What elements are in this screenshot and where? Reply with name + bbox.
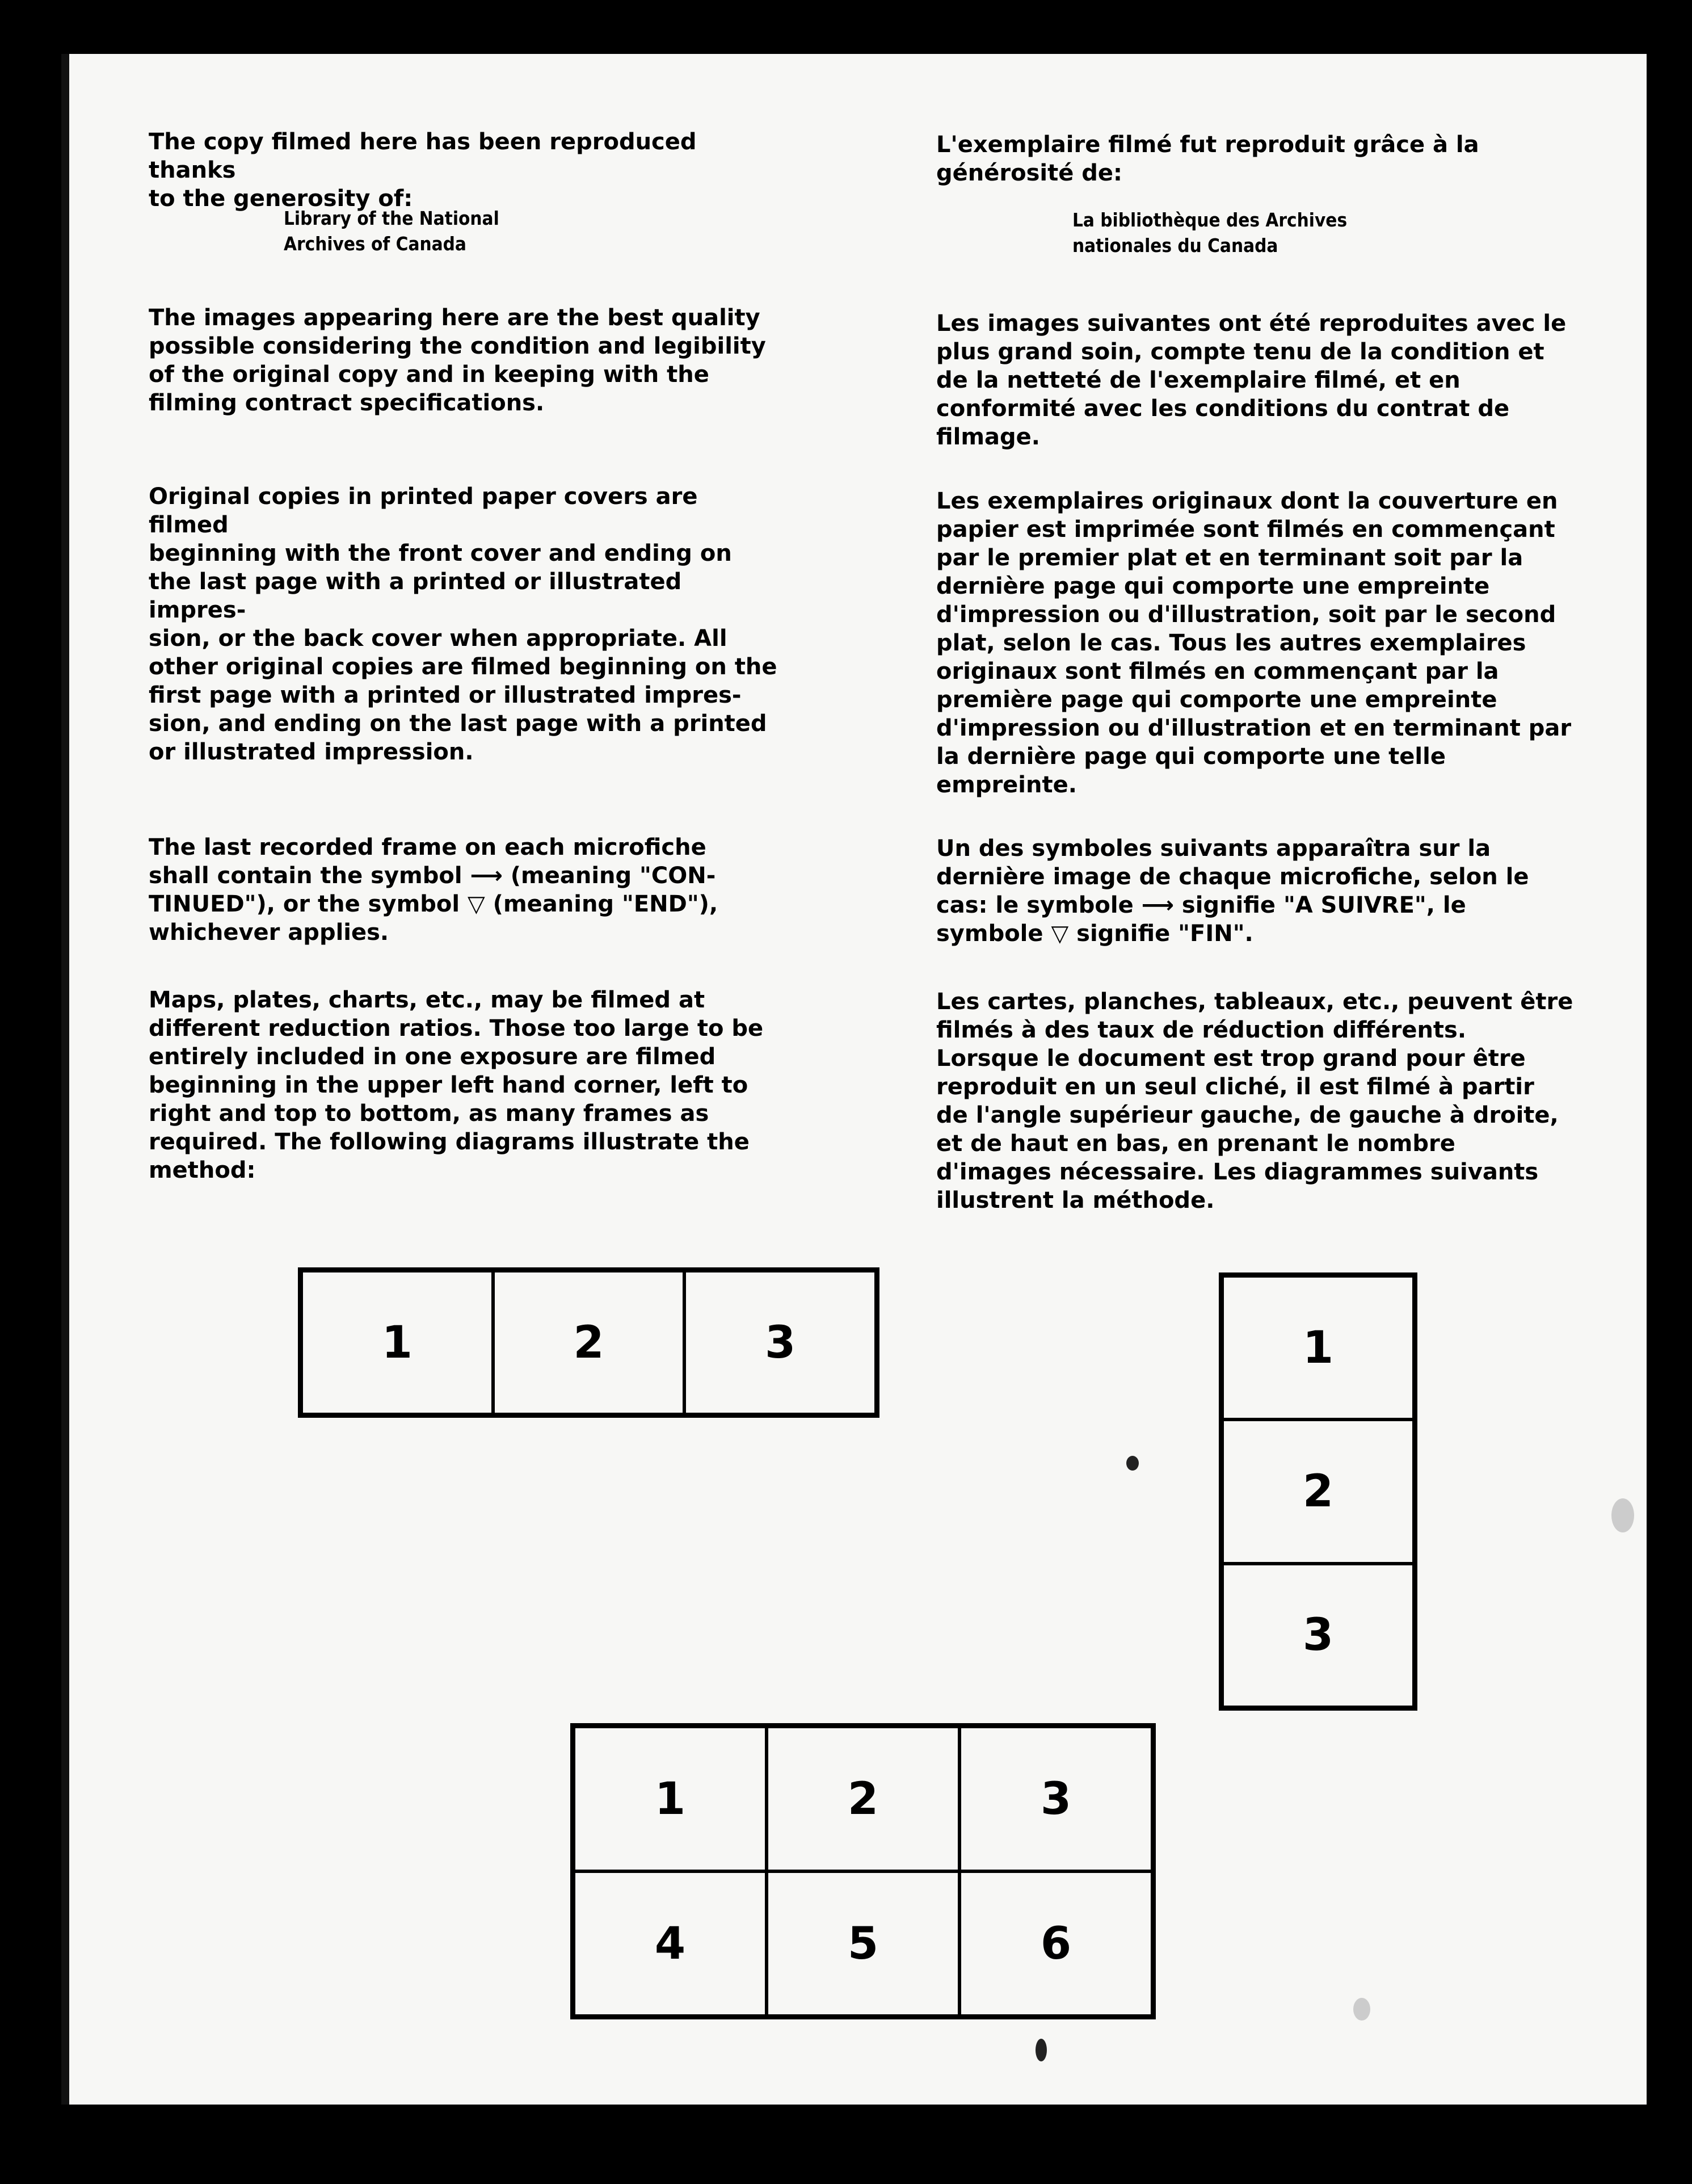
english-institution: Library of the National Archives of Canada (284, 207, 499, 255)
frame-cell: 3 (1222, 1564, 1414, 1707)
scan-border-bottom (0, 2105, 1692, 2184)
french-institution-block (1072, 207, 1413, 258)
french-quality: Les images suivantes ont été reproduites avec le plus grand soin, compte tenu de la condition et de la netteté de l'exemplaire filmé, et en conformité avec les conditions du contrat de filmage. (936, 310, 1567, 450)
grid-frame-diagram (570, 1723, 1156, 2019)
english-intro: The copy filmed here has been reproduced thanks to the generosity of: (149, 129, 697, 212)
scan-speck (1126, 1456, 1139, 1471)
french-quality-block (936, 309, 1577, 451)
english-last-frame: The last recorded frame on each microfiche shall contain the symbol ⟶ (meaning "CON- TINUED"), or the symbol ▽ (meaning "END"), whichever applies. (149, 834, 718, 946)
french-original-copies-block (936, 487, 1577, 799)
frame-cell: 2 (1222, 1419, 1414, 1563)
english-column (149, 128, 784, 213)
frame-cell: 2 (767, 1727, 959, 1871)
french-last-frame: Un des symboles suivants apparaîtra sur la dernière image de chaque microfiche, selon le cas: le symbole ⟶ signifie "A SUIVRE", le symbole ▽ signifie "FIN". (936, 835, 1529, 947)
scan-speck (1611, 1498, 1634, 1532)
frame-cell: 6 (959, 1871, 1152, 2016)
french-maps: Les cartes, planches, tableaux, etc., peuvent être filmés à des taux de réduction différents. Lorsque le document est trop grand pour être reproduit en un seul cliché, il est filmé à partir de l'angle supérieur gauche, de gauche à droite, et de haut en bas, en prenant le nombre d'images nécessaire. Les diagrammes suivants illustrent la méthode. (936, 989, 1573, 1213)
french-institution: La bibliothèque des Archives nationales du Canada (1072, 209, 1348, 257)
horizontal-frame-diagram (298, 1267, 879, 1418)
french-maps-block (936, 988, 1577, 1215)
french-column (936, 131, 1577, 187)
english-quality-block (149, 304, 784, 417)
english-maps-block (149, 986, 784, 1185)
frame-cell: 3 (684, 1271, 876, 1414)
scan-border-right (1647, 0, 1692, 2184)
english-original-copies-block (149, 482, 784, 766)
frame-cell: 1 (1222, 1276, 1414, 1419)
english-original-copies: Original copies in printed paper covers are filmed beginning with the front cover and ending on the last page with a printed or illustrated impres- sion, or the back cover when appropriate. All other original copies are filmed beginning on the first page with a printed or illustrated impres- sion, and ending on the last page with a printed or illustrated impression. (149, 484, 777, 765)
english-last-frame-block (149, 833, 784, 947)
scan-speck (1353, 1998, 1370, 2021)
french-last-frame-block (936, 834, 1577, 948)
french-original-copies: Les exemplaires originaux dont la couverture en papier est imprimée sont filmés en commençant par le premier plat et en terminant soit par la dernière page qui comporte une empreinte d'impression ou d'illustration, soit par le second plat, selon le cas. Tous les autres exemplaires originaux sont filmés en commençant par la première page qui comporte une empreinte d'impression ou d'illustration et en terminant par la dernière page qui comporte une telle empreinte. (936, 488, 1572, 798)
english-institution-block (284, 205, 624, 257)
frame-cell: 4 (574, 1871, 767, 2016)
frame-cell: 3 (959, 1727, 1152, 1871)
scan-border-top (0, 0, 1692, 54)
page-left-edge (61, 54, 69, 2105)
frame-cell: 1 (301, 1271, 493, 1414)
english-quality: The images appearing here are the best quality possible considering the condition and legibility of the original copy and in keeping with the filming contract specifications. (149, 305, 766, 416)
vertical-frame-diagram (1219, 1272, 1417, 1711)
frame-cell: 5 (767, 1871, 959, 2016)
french-intro: L'exemplaire filmé fut reproduit grâce à la générosité de: (936, 132, 1479, 186)
frame-cell: 2 (493, 1271, 685, 1414)
frame-cell: 1 (574, 1727, 767, 1871)
english-maps: Maps, plates, charts, etc., may be filmed at different reduction ratios. Those too large to be entirely included in one exposure are filmed beginning in the upper left hand corner, left to right and top to bottom, as many frames as required. The following diagrams illustrate the method: (149, 987, 764, 1183)
scan-speck (1036, 2039, 1047, 2061)
